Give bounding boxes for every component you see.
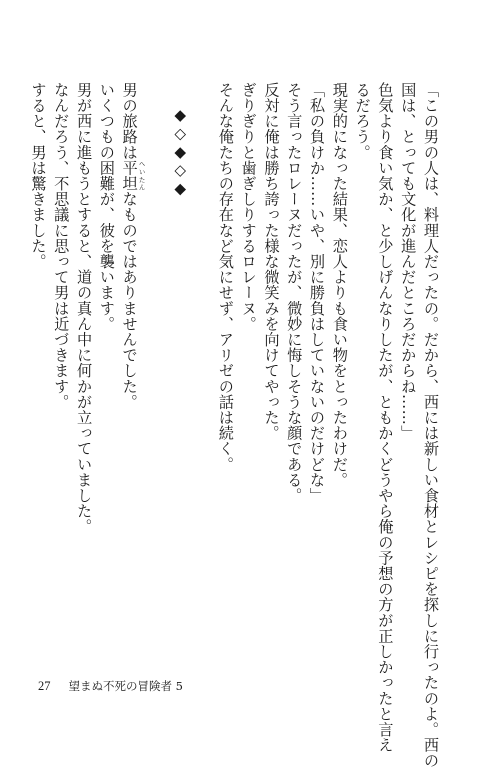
ruby-base: 平坦 [120, 160, 139, 192]
story-line-1-after: なものではありませんでした。 [120, 191, 139, 410]
text-line: 「この男の人は、料理人だったの。だから、西には新しい食材とレシピを探しに行ったのよ。西の [422, 82, 440, 768]
page-number: 27 [38, 679, 51, 693]
furigana-ruby [120, 160, 146, 192]
blank-line [146, 82, 169, 642]
story-line: いくつもの困難が、彼を襲います。 [97, 82, 116, 332]
text-line: そう言ったロレーヌだったが、微妙に悔しそうな顔である。 [285, 82, 304, 504]
text-line: 色気より食い気か、と少しげんなりしたが、ともかくどうやら俺の予想の方が正しかったと言え [376, 82, 395, 753]
story-line: すると、男は驚きました。 [29, 82, 48, 270]
text-line: 反対に俺は勝ち誇った様な微笑みを向けてやった。 [262, 82, 281, 441]
text-line: そんな俺たちの存在など気にせず、アリゼの話は続く。 [216, 82, 235, 472]
ruby-reading: へいたん [137, 160, 146, 192]
text-line: ぎりぎりと歯ぎしりするロレーヌ。 [239, 82, 258, 332]
text-line: るだろう。 [353, 82, 372, 160]
text-line: 現実的になった結果、恋人よりも食い物をとったわけだ。 [330, 82, 349, 488]
text-line: 国は、とっても文化が進んだところだからね……」 [399, 82, 418, 441]
story-line-1-before: 男の旅路は [120, 82, 139, 160]
page-footer [38, 678, 183, 694]
story-line: 男が西に進もうとすると、道の真ん中に何かが立っていました。 [75, 82, 94, 535]
story-line [118, 82, 146, 642]
running-title: 望まぬ不死の冒険者 5 [68, 679, 183, 693]
blank-line [191, 82, 214, 642]
text-line: 「私の負けか……いや、別に勝負はしていないのだけどな」 [308, 82, 327, 504]
story-line: なんだろう、不思議に思って男は近づきます。 [52, 82, 71, 410]
scene-separator: ◆◇◆◇◆ [171, 106, 190, 198]
